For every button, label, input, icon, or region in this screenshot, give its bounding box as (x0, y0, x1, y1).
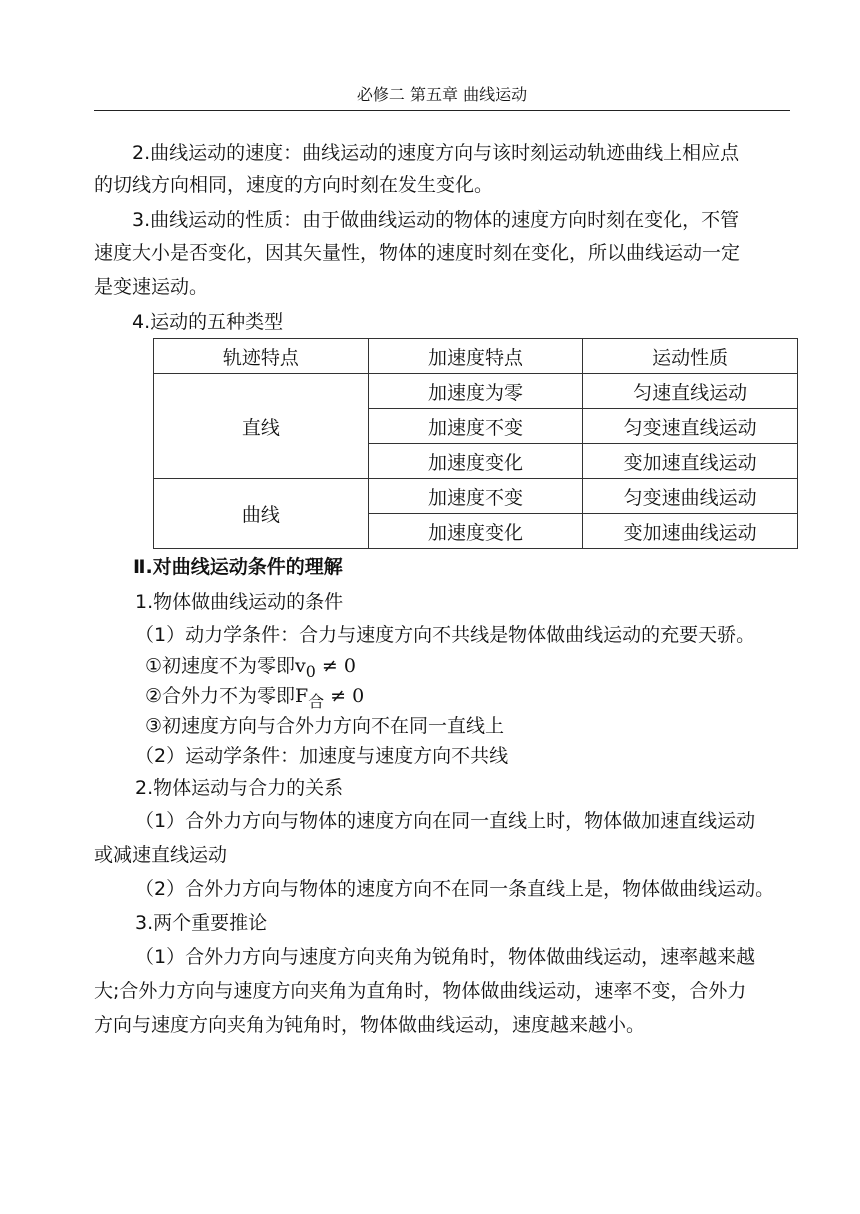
relation-item2: （2）合外力方向与物体的速度方向不在同一条直线上是，物体做曲线运动。 (135, 878, 775, 900)
para-nature-line1: 3.曲线运动的性质：由于做曲线运动的物体的速度方向时刻在变化，不管 (132, 209, 740, 231)
table-row (154, 479, 798, 514)
table-cell-nature: 变加速曲线运动 (583, 514, 798, 549)
table-cell-nature: 变加速直线运动 (583, 444, 798, 479)
velocity-relation: ≠ 0 (315, 655, 356, 677)
motion-types-table (153, 338, 798, 549)
para-nature-line2: 速度大小是否变化，因其矢量性，物体的速度时刻在变化，所以曲线运动一定 (94, 242, 741, 264)
table-cell-nature: 匀速直线运动 (583, 374, 798, 409)
inference-line3: 方向与速度方向夹角为钝角时，物体做曲线运动，速度越来越小。 (94, 1014, 646, 1036)
inference-line1: （1）合外力方向与速度方向夹角为锐角时，物体做曲线运动，速率越来越 (135, 946, 756, 968)
table-cell-accel: 加速度不变 (368, 409, 583, 444)
table-header-cell: 加速度特点 (368, 339, 583, 374)
relation-item1-line1: （1）合外力方向与物体的速度方向在同一直线上时，物体做加速直线运动 (135, 810, 756, 832)
table-cell-nature: 匀变速直线运动 (583, 409, 798, 444)
force-relation: ≠ 0 (324, 685, 365, 707)
relation-item1-line2: 或减速直线运动 (94, 844, 228, 866)
condition-direction: ③初速度方向与合外力方向不在同一直线上 (145, 715, 505, 737)
table-cell-nature: 匀变速曲线运动 (583, 479, 798, 514)
condition-kinematics: （2）运动学条件：加速度与速度方向不共线 (135, 745, 509, 767)
inference-line2: 大;合外力方向与速度方向夹角为直角时，物体做曲线运动，速率不变，合外力 (94, 980, 747, 1002)
header-rule (94, 110, 790, 111)
trajectory-curve-cell: 曲线 (154, 479, 369, 549)
table-cell-accel: 加速度变化 (368, 444, 583, 479)
table-cell-accel: 加速度为零 (368, 374, 583, 409)
para-velocity-line1: 2.曲线运动的速度：曲线运动的速度方向与该时刻运动轨迹曲线上相应点 (132, 142, 740, 164)
table-cell-accel: 加速度变化 (368, 514, 583, 549)
motion-types-title: 4.运动的五种类型 (132, 311, 284, 333)
inference-title: 3.两个重要推论 (135, 912, 268, 934)
condition-initial-velocity-text: ①初速度不为零即 (145, 655, 296, 677)
section-heading: Ⅱ.对曲线运动条件的理解 (133, 556, 343, 578)
table-header-cell: 轨迹特点 (154, 339, 369, 374)
table-header-row (154, 339, 798, 374)
force-symbol: F (295, 685, 309, 707)
table-header-cell: 运动性质 (583, 339, 798, 374)
page-header: 必修二 第五章 曲线运动 (356, 85, 528, 104)
relation-title: 2.物体运动与合力的关系 (135, 777, 344, 799)
trajectory-straight-cell: 直线 (154, 374, 369, 479)
condition-dynamics: （1）动力学条件：合力与速度方向不共线是物体做曲线运动的充要天骄。 (135, 624, 756, 646)
velocity-symbol: v (295, 655, 306, 677)
condition-net-force-text: ②合外力不为零即 (145, 685, 296, 707)
para-nature-line3: 是变速运动。 (94, 276, 209, 298)
table-cell-accel: 加速度不变 (368, 479, 583, 514)
velocity-subscript: 0 (305, 661, 316, 681)
force-subscript: 合 (308, 691, 325, 711)
table-row (154, 374, 798, 409)
condition-title: 1.物体做曲线运动的条件 (135, 591, 344, 613)
para-velocity-line2: 的切线方向相同，速度的方向时刻在发生变化。 (94, 174, 494, 196)
